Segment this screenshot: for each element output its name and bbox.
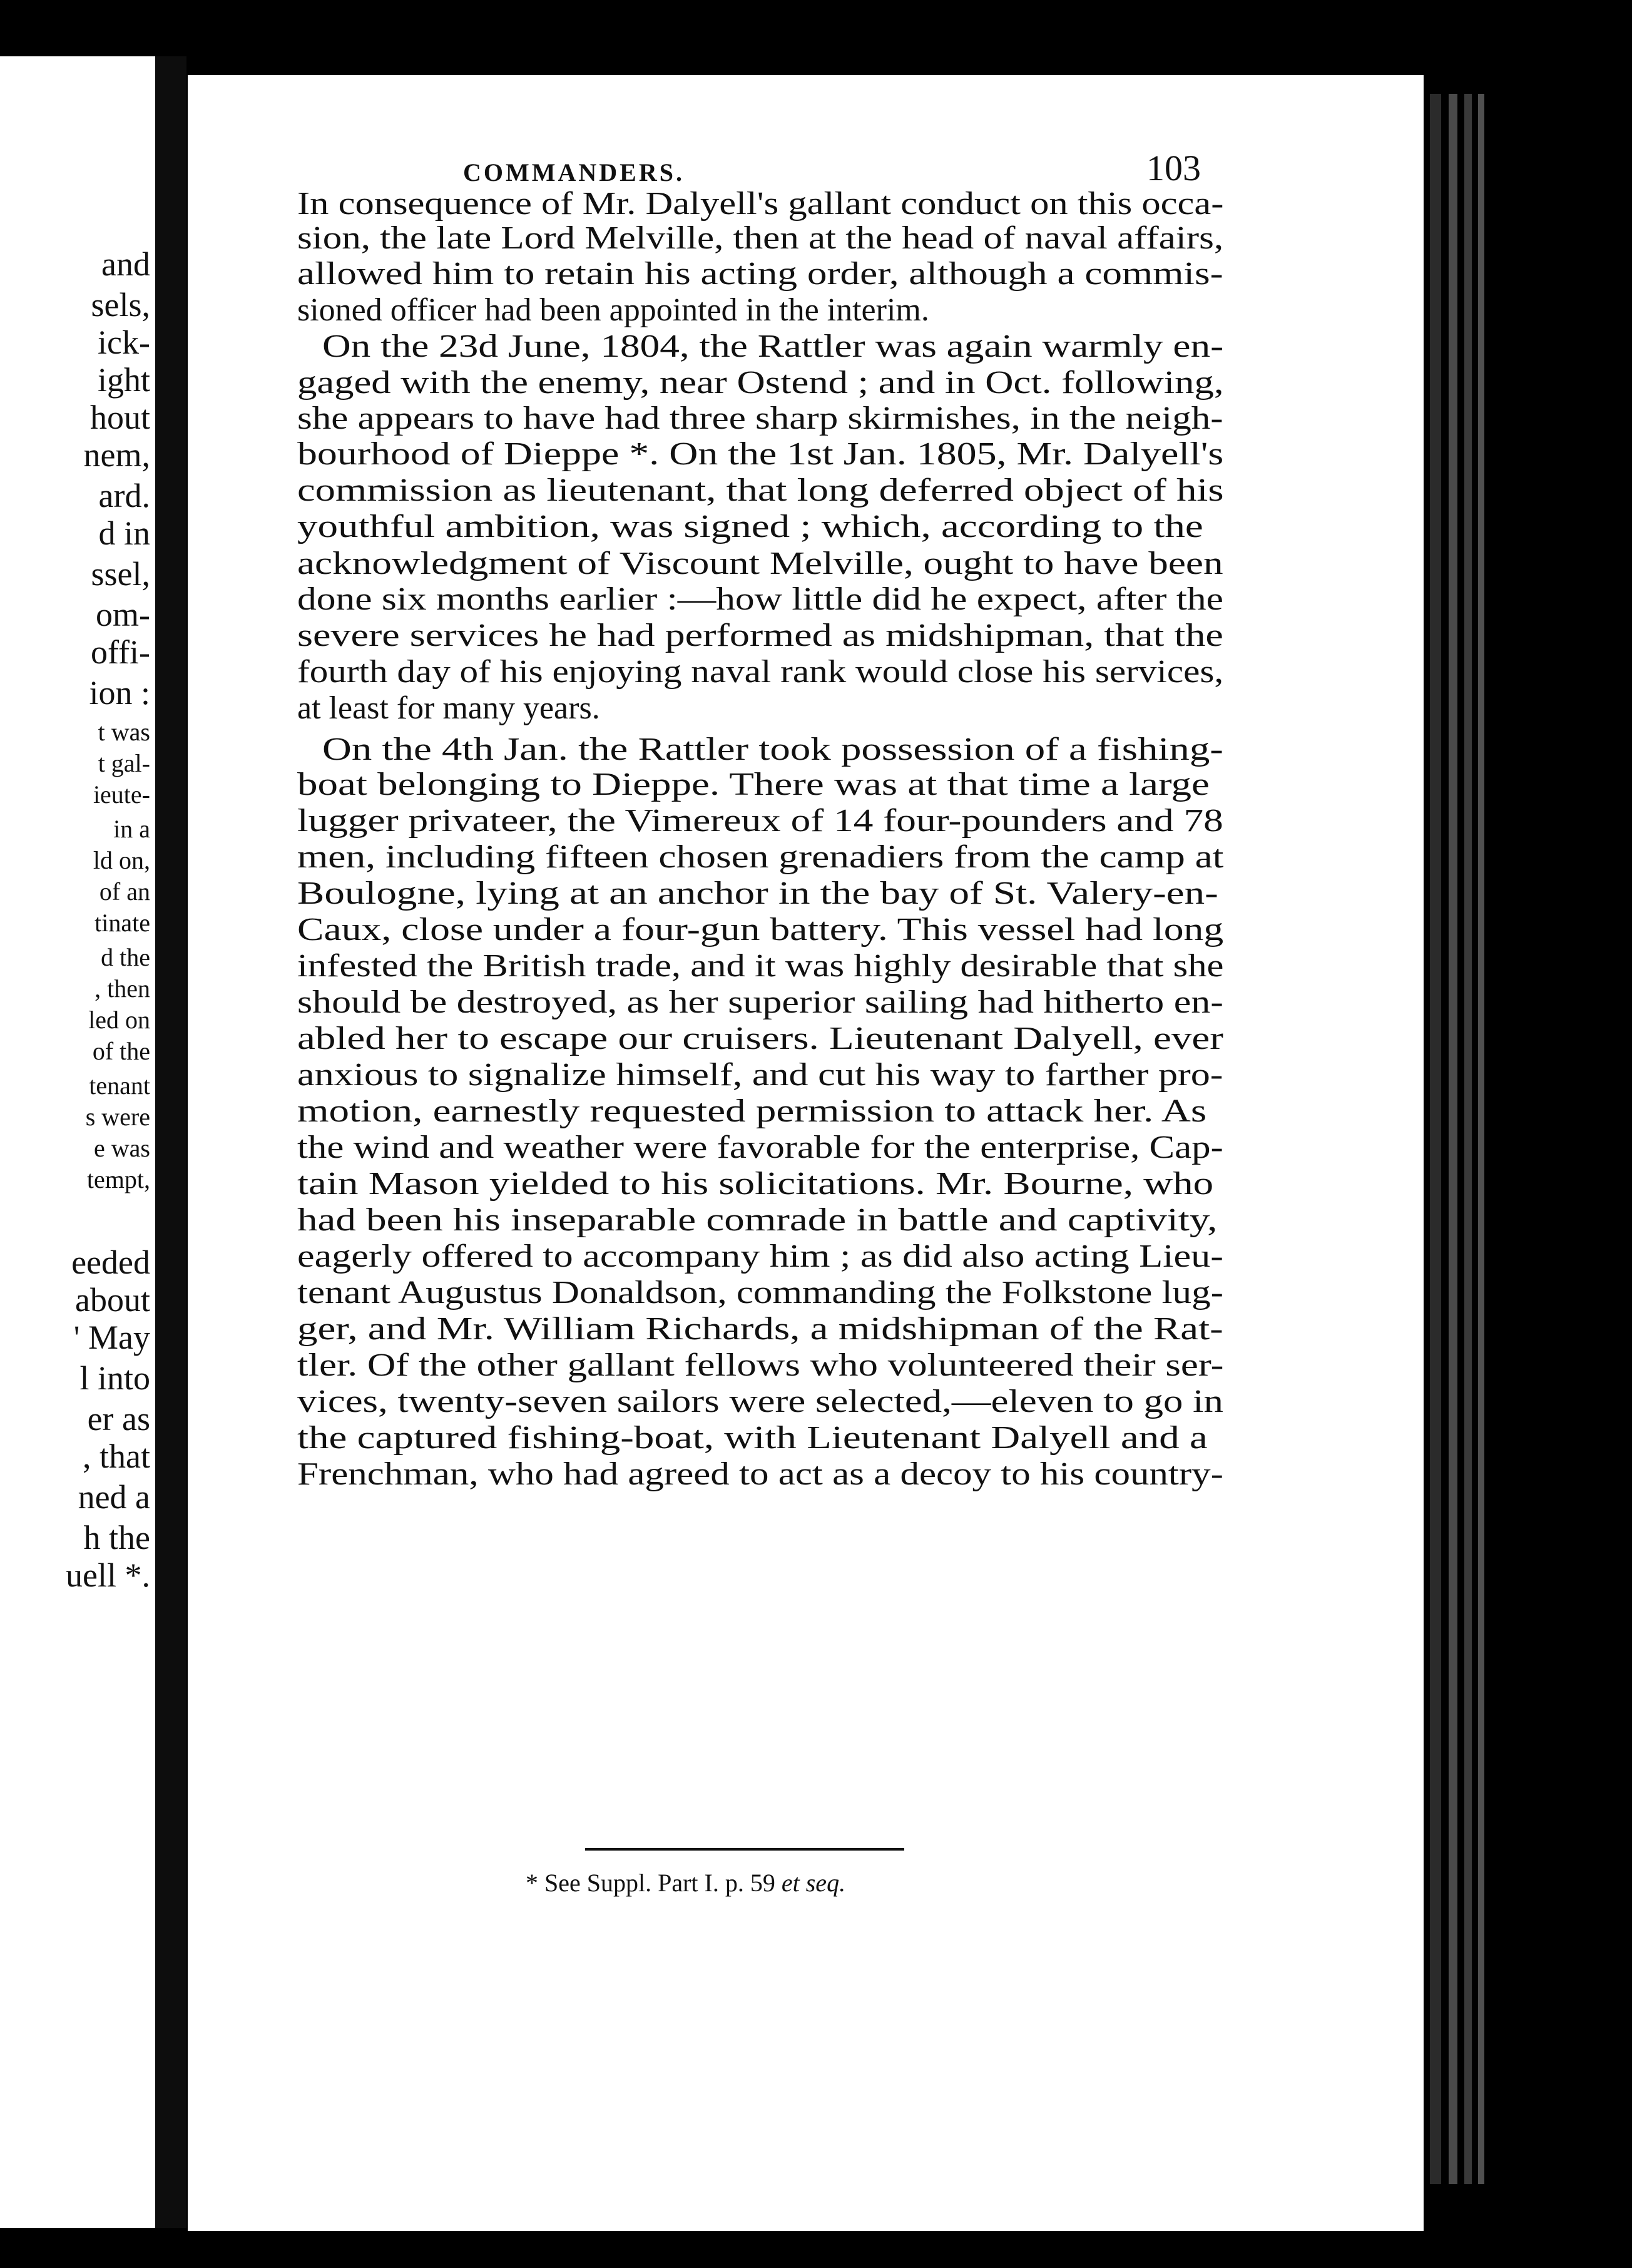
facing-page-fragment-line: ned a [78,1478,150,1516]
facing-page-fragment-line: offi- [91,633,150,671]
facing-page-fragment-line: d in [98,514,150,552]
facing-page-fragment-line: of an [99,877,150,906]
text-line: the wind and weather were favorable for the enterprise, Cap- [297,1130,1223,1165]
facing-page-fragment-line: led on [88,1006,150,1034]
facing-page-fragment-line: about [75,1281,150,1319]
running-head: COMMANDERS. [463,158,685,186]
facing-page-fragment-line: ion : [89,674,150,712]
facing-page-fragment-line: ' May [73,1319,150,1356]
facing-page-fragment-line: ight [97,361,150,399]
text-line: acknowledgment of Viscount Melville, ought to have been [297,546,1223,581]
text-line: the captured fishing-boat, with Lieutenant Dalyell and a [297,1420,1208,1456]
text-line: tenant Augustus Donaldson, commanding the Folkstone lug- [297,1275,1223,1310]
text-line: ger, and Mr. William Richards, a midshipman of the Rat- [297,1311,1223,1347]
text-line: infested the British trade, and it was highly desirable that she [297,948,1224,984]
text-line: men, including fifteen chosen grenadiers from the camp at [297,839,1224,875]
page-edge [1478,94,1484,2184]
facing-page-fragment-line: of the [92,1037,150,1065]
facing-page-fragment [0,56,155,2228]
book-gutter [155,56,186,2228]
text-line: vices, twenty-seven sailors were selected,—eleven to go in [297,1384,1223,1419]
facing-page-fragment-line: eeded [71,1244,150,1281]
text-line: Boulogne, lying at an anchor in the bay of St. Valery-en- [297,876,1218,911]
text-line: had been his inseparable comrade in battle and captivity, [297,1202,1218,1238]
facing-page-fragment-line: h the [83,1519,150,1556]
facing-page-fragment-line: hout [89,399,150,436]
facing-page-fragment-line: ard. [98,477,150,514]
text-line: sioned officer had been appointed in the interim. [297,292,929,328]
footnote-text: * See Suppl. Part I. p. 59 [526,1869,775,1897]
facing-page-fragment-line: nem, [83,436,150,474]
facing-page-fragment-line: tenant [89,1071,150,1100]
facing-page-fragment-line: t was [98,718,150,746]
footnote-italic: et seq. [781,1869,846,1897]
text-line: On the 4th Jan. the Rattler took possession of a fishing- [322,732,1223,767]
text-line: abled her to escape our cruisers. Lieutenant Dalyell, ever [297,1021,1223,1056]
text-line: gaged with the enemy, near Ostend ; and in Oct. following, [297,365,1224,401]
footnote-rule [585,1848,904,1851]
text-line: tain Mason yielded to his solicitations. Mr. Bourne, who [297,1166,1214,1202]
facing-page-fragment-line: ick- [98,324,150,361]
facing-page-fragment-line: d the [101,943,150,971]
facing-page-fragment-line: sels, [91,286,150,324]
facing-page-fragment-line: ieute- [93,780,150,809]
text-line: bourhood of Dieppe *. On the 1st Jan. 1805, Mr. Dalyell's [297,436,1224,472]
text-line: tler. Of the other gallant fellows who volunteered their ser- [297,1347,1224,1383]
text-line: allowed him to retain his acting order, although a commis- [297,256,1223,292]
facing-page-fragment-line: er as [87,1400,150,1438]
facing-page-fragment-line: , then [94,974,150,1003]
text-line: done six months earlier :—how little did he expect, after the [297,581,1223,617]
text-line: Frenchman, who had agreed to act as a decoy to his country- [297,1456,1223,1492]
text-line: boat belonging to Dieppe. There was at that time a large [297,767,1210,802]
facing-page-fragment-line: uell *. [66,1556,150,1594]
facing-page-fragment-line: s were [85,1103,150,1131]
text-line: anxious to signalize himself, and cut his way to farther pro- [297,1057,1223,1093]
text-line: she appears to have had three sharp skirmishes, in the neigh- [297,401,1223,436]
text-line: Caux, close under a four-gun battery. This vessel had long [297,912,1224,948]
page-edge [1464,94,1472,2184]
text-line: fourth day of his enjoying naval rank would close his services, [297,654,1224,690]
page-number: 103 [1146,148,1201,188]
text-line: should be destroyed, as her superior sailing had hitherto en- [297,984,1223,1020]
facing-page-fragment-line: om- [96,596,150,633]
text-line: eagerly offered to accompany him ; as did also acting Lieu- [297,1239,1223,1274]
text-line: motion, earnestly requested permission to attack her. As [297,1093,1207,1129]
facing-page-fragment-line: tempt, [86,1165,150,1193]
facing-page-fragment-line: l into [79,1359,150,1397]
text-line: lugger privateer, the Vimereux of 14 four-pounders and 78 [297,803,1223,839]
facing-page-fragment-line: and [101,245,150,283]
facing-page-fragment-line: t gal- [98,749,150,777]
page-edge [1449,94,1457,2184]
facing-page-fragment-line: , that [83,1438,150,1475]
facing-page-fragment-line: in a [113,815,150,843]
footnote [526,1868,845,1898]
facing-page-fragment-line: ssel, [91,555,150,593]
facing-page-fragment-line: tinate [94,909,150,937]
facing-page-fragment-line: ld on, [93,846,150,874]
text-line: severe services he had performed as midshipman, that the [297,618,1223,653]
text-line: On the 23d June, 1804, the Rattler was again warmly en- [322,329,1224,364]
text-line: sion, the late Lord Melville, then at the head of naval affairs, [297,220,1224,256]
text-line: at least for many years. [297,690,600,726]
text-line: commission as lieutenant, that long deferred object of his [297,472,1224,508]
text-line: youthful ambition, was signed ; which, according to the [297,509,1203,544]
text-line: In consequence of Mr. Dalyell's gallant conduct on this occa- [297,186,1224,222]
facing-page-fragment-line: e was [94,1134,150,1162]
page-edge [1430,94,1441,2184]
